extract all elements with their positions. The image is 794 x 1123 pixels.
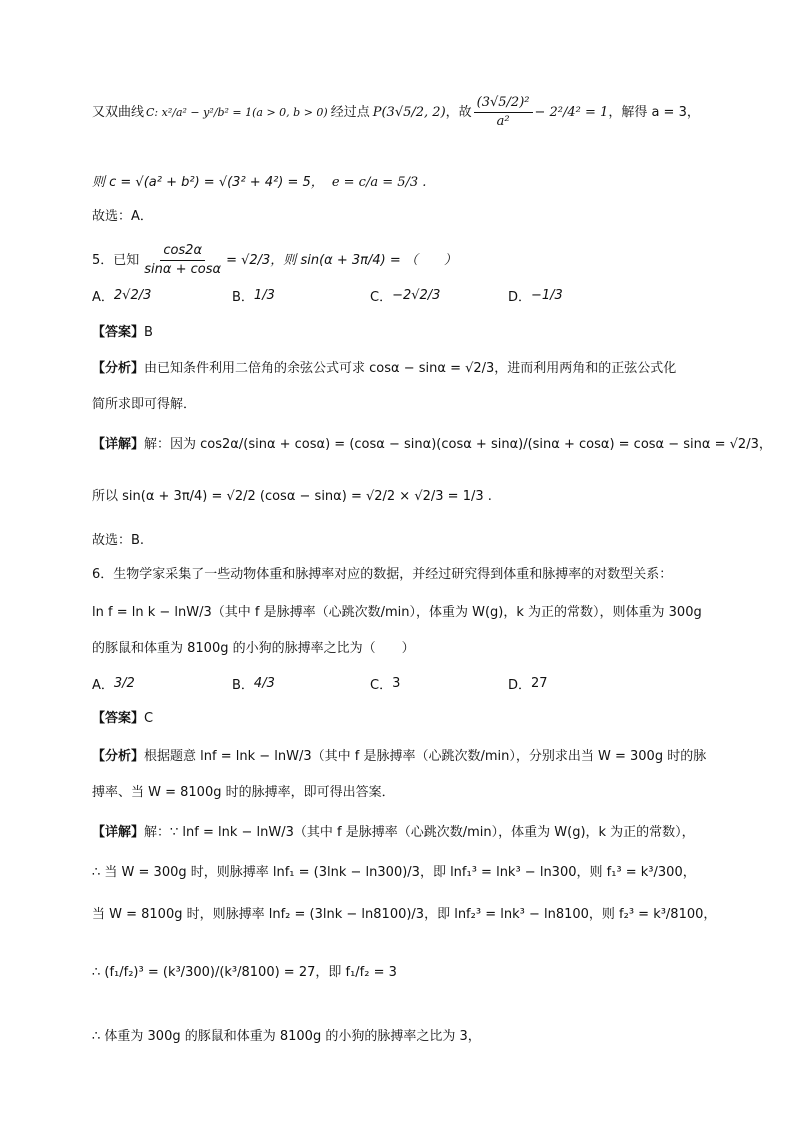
option-value: 27: [531, 676, 548, 691]
option-value: 3: [392, 676, 401, 691]
q6-stem: 的豚鼠和体重为 8100g 的小狗的脉搏率之比为（ ）: [92, 641, 415, 656]
q5-analysis-1: [92, 362, 676, 375]
option-label: B．: [232, 678, 254, 693]
option-value: 2√2/3: [113, 288, 152, 303]
analysis-text: 简所求即可得解．: [92, 397, 197, 412]
q6-conclusion: [92, 1030, 481, 1043]
option-label: D．: [508, 290, 532, 305]
answer-tag: 【答案】: [92, 325, 145, 340]
q5-option-b: [232, 286, 275, 305]
text: 经过点: [330, 104, 370, 120]
option-value: 4/3: [253, 676, 275, 691]
answer-value: B: [144, 325, 153, 340]
option-label: A．: [92, 290, 114, 305]
c-value-line: [92, 176, 426, 189]
q6-answer: [92, 712, 153, 725]
option-value: 1/3: [253, 288, 275, 303]
analysis-text: 由已知条件利用二倍角的余弦公式可求 cosα − sinα = √2/3，进而利用两角和的正弦公式化: [144, 361, 677, 376]
point-p: P(3√5/2, 2): [372, 104, 446, 120]
q5-fraction: [141, 244, 224, 276]
option-label: B．: [232, 290, 254, 305]
detail-text: ∴ (f₁/f₂)³ = (k³/300)/(k³/8100) = 27，即 f₁/f₂ = 3: [92, 965, 397, 980]
hyperbola-equation: C: x²/a² − y²/b² = 1(a > 0, b > 0): [146, 105, 328, 119]
c-value: 则 c = √(a² + b²) = √(3² + 4²) = 5，: [92, 175, 324, 190]
detail-tag: 【详解】: [92, 825, 145, 840]
answer-tag: 【答案】: [92, 711, 145, 726]
option-label: D．: [508, 678, 532, 693]
q6-stem: ln f = ln k − lnW/3（其中 f 是脉搏率（心跳次数/min），体重为 W(g)，k 为正的常数），则体重为 300g: [92, 605, 702, 620]
q6-stem: 6．生物学家采集了一些动物体重和脉搏率对应的数据，并经过研究得到体重和脉搏率的对数型关系：: [92, 567, 673, 582]
q5-stem: [92, 244, 457, 276]
text: 又双曲线: [92, 104, 145, 120]
analysis-text: 根据题意 lnf = lnk − lnW/3（其中 f 是脉搏率（心跳次数/min），分别求出当 W = 300g 时的脉: [144, 749, 707, 764]
q5-detail-2: [92, 490, 492, 503]
q6-option-b: [232, 674, 275, 693]
q6-option-a: [92, 674, 135, 693]
fraction-numerator: cos2α: [160, 244, 205, 261]
q5-answer: [92, 326, 153, 339]
q5-option-d: [508, 286, 563, 305]
detail-text: 解：因为 cos2α/(sinα + cosα) = (cosα − sinα)(cosα + sinα)/(sinα + cosα) = cosα − sinα = √2/3，: [144, 437, 772, 452]
q6-stem-3: [92, 642, 415, 655]
q6-detail-2: [92, 866, 696, 879]
q5-detail-1: [92, 438, 772, 451]
conclusion-text: ∴ 体重为 300g 的豚鼠和体重为 8100g 的小狗的脉搏率之比为 3，: [92, 1029, 481, 1044]
detail-text: 所以 sin(α + 3π/4) = √2/2 (cosα − sinα) = √2/2 × √2/3 = 1/3 .: [92, 489, 492, 504]
q6-analysis-1: [92, 750, 706, 763]
detail-text: 当 W = 8100g 时，则脉搏率 lnf₂ = (3lnk − ln8100)/3，即 lnf₂³ = lnk³ − ln8100，则 f₂³ = k³/8100，: [92, 907, 717, 922]
answer-value: C: [144, 711, 154, 726]
q5-option-c: [370, 286, 440, 305]
analysis-tag: 【分析】: [92, 361, 145, 376]
q6-option-c: [370, 674, 400, 693]
q5-rhs: = √2/3，则 sin(α + 3π/4) = （ ）: [226, 252, 457, 268]
detail-tag: 【详解】: [92, 437, 145, 452]
option-value: 3/2: [113, 676, 135, 691]
q6-detail-3: [92, 908, 716, 921]
q6-detail-1: [92, 826, 695, 839]
hyperbola-line: [92, 96, 700, 128]
eccentricity: e = c/a = 5/3 .: [331, 175, 427, 190]
q5-option-a: [92, 286, 151, 305]
q6-analysis-2: [92, 786, 395, 799]
text: ，故: [445, 104, 472, 120]
hyperbola-fraction: [474, 96, 533, 128]
fraction-denominator: sinα + cosα: [144, 261, 222, 277]
q5-analysis-2: [92, 398, 196, 411]
fraction-numerator: (3√5/2)²: [474, 96, 533, 113]
choose-a-line: [92, 210, 153, 223]
analysis-text: 搏率、当 W = 8100g 时的脉搏率，即可得出答案．: [92, 785, 395, 800]
analysis-tag: 【分析】: [92, 749, 145, 764]
q6-stem-2: [92, 606, 702, 619]
option-value: −2√2/3: [392, 288, 441, 303]
choose-text: 故选：A．: [92, 209, 153, 224]
q5-choose: [92, 534, 144, 547]
q5-prefix: 5．已知: [92, 252, 140, 268]
choose-text: 故选：B.: [92, 533, 145, 548]
fraction-denominator: a²: [496, 113, 510, 129]
q6-option-d: [508, 674, 548, 693]
q6-stem-1: [92, 568, 672, 581]
detail-text: 解：∵ lnf = lnk − lnW/3（其中 f 是脉搏率（心跳次数/min），体重为 W(g)，k 为正的常数），: [144, 825, 695, 840]
minus-term: − 2²/4² = 1: [534, 104, 609, 120]
option-label: A．: [92, 678, 114, 693]
option-label: C．: [370, 678, 393, 693]
text: ，解得 a = 3，: [608, 104, 700, 120]
detail-text: ∴ 当 W = 300g 时，则脉搏率 lnf₁ = (3lnk − ln300)/3，即 lnf₁³ = lnk³ − ln300，则 f₁³ = k³/300，: [92, 865, 696, 880]
option-value: −1/3: [531, 288, 563, 303]
q6-detail-4: [92, 966, 397, 979]
option-label: C．: [370, 290, 393, 305]
